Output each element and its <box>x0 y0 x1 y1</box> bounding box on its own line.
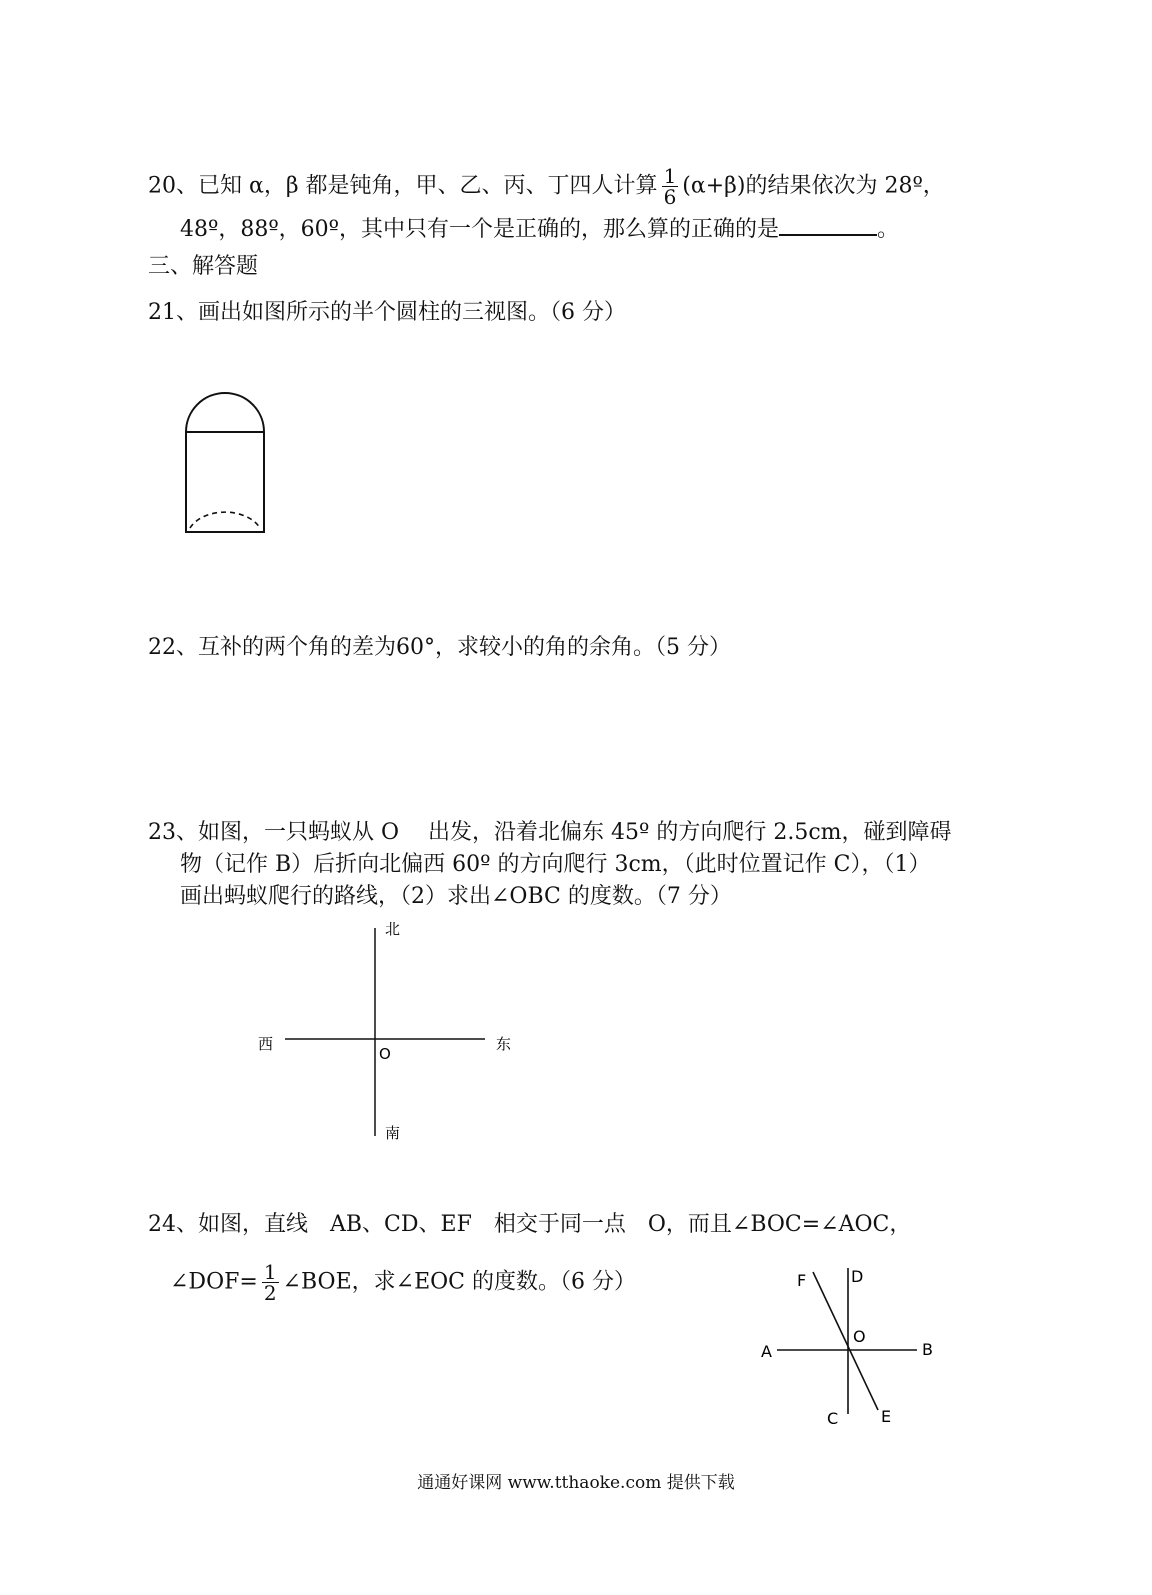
label-b: B <box>922 1340 933 1359</box>
q20-text-c: 48º，88º，60º，其中只有一个是正确的，那么算的正确的是 <box>180 217 780 242</box>
q20-text-b: (α+β)的结果依次为 28º， <box>682 173 945 199</box>
west-label: 西 <box>258 1035 274 1053</box>
label-o: O <box>853 1327 866 1346</box>
q24-frac-num: 1 <box>263 1260 277 1284</box>
footer-text: 通通好课网 www.tthaoke.com 提供下载 <box>417 1473 735 1493</box>
q22-text: 22、互补的两个角的差为60°，求较小的角的余角。（5 分） <box>148 635 731 660</box>
q20-frac-den: 6 <box>663 185 677 209</box>
label-e: E <box>881 1407 892 1426</box>
line-ef <box>813 1272 878 1410</box>
label-d: D <box>851 1267 864 1286</box>
q24-text-b: ∠BOE，求∠EOC 的度数。（6 分） <box>282 1269 636 1295</box>
section-heading: 三、解答题 <box>148 254 259 279</box>
east-label: 东 <box>496 1035 512 1053</box>
q20-text-a: 20、已知 α，β 都是钝角，甲、乙、丙、丁四人计算 <box>148 173 658 199</box>
label-c: C <box>827 1409 839 1428</box>
origin-label: O <box>379 1045 391 1063</box>
q23-line2: 物（记作 B）后折向北偏西 60º 的方向爬行 3cm，（此时位置记作 C），（1） <box>180 852 931 877</box>
q20-text-d: 。 <box>877 217 900 242</box>
q24-fraction <box>262 1262 279 1303</box>
label-a: A <box>761 1342 772 1361</box>
q24-text-a: ∠DOF= <box>170 1269 258 1295</box>
south-label: 南 <box>385 1124 401 1142</box>
q24-line1: 24、如图，直线 AB、CD、EF 相交于同一点 O，而且∠BOC=∠AOC， <box>148 1212 912 1237</box>
q20-line1 <box>148 166 945 207</box>
q20-frac-num: 1 <box>663 164 677 188</box>
compass-diagram <box>250 918 550 1148</box>
north-label: 北 <box>385 920 401 938</box>
q23-line1: 23、如图，一只蚂蚁从 O 出发，沿着北偏东 45º 的方向爬行 2.5cm，碰到障碍 <box>148 820 952 845</box>
half-cylinder-hidden-arc <box>190 512 260 528</box>
q20-fraction <box>662 166 679 207</box>
half-cylinder-figure <box>170 380 290 560</box>
q24-line2 <box>170 1262 636 1303</box>
q20-answer-blank[interactable] <box>779 212 877 236</box>
q21-text: 21、画出如图所示的半个圆柱的三视图。（6 分） <box>148 300 626 325</box>
q24-frac-den: 2 <box>263 1281 277 1305</box>
label-f: F <box>797 1271 807 1290</box>
half-cylinder-outline <box>186 393 264 532</box>
intersecting-lines-diagram <box>755 1262 955 1432</box>
q23-line3: 画出蚂蚁爬行的路线，（2）求出∠OBC 的度数。（7 分） <box>180 884 732 909</box>
q20-line2 <box>180 212 899 245</box>
